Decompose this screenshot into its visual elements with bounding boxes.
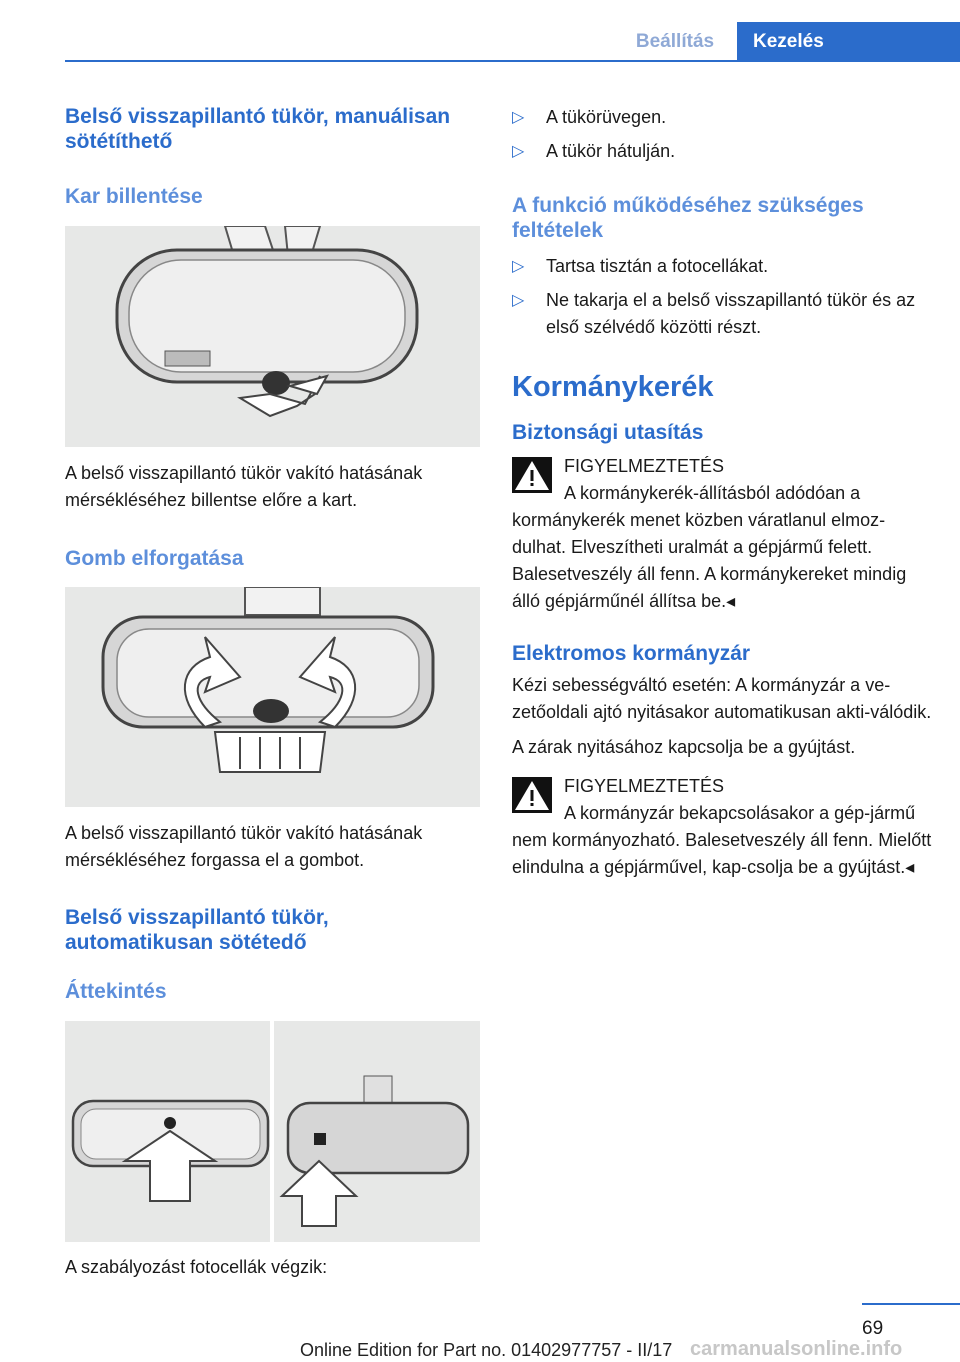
- header-rule: [65, 60, 960, 62]
- list-item: ▷ A tükör hátulján.: [512, 138, 932, 165]
- requirements-list: [512, 253, 932, 341]
- subsection-steering-lock: Elektromos kormányzár: [512, 642, 751, 665]
- subsection-lever: Kar billentése: [65, 185, 203, 208]
- warning-title: FIGYELMEZTETÉS: [564, 456, 725, 476]
- chapter-title-steering-wheel: Kormánykerék: [512, 371, 714, 403]
- section-title-manual-mirror: Belső visszapillantó tükör, manuálisan sötétíthető: [65, 105, 451, 153]
- paragraph-photocells: A szabályozást fotocellák végzik:: [65, 1257, 328, 1277]
- subsection-safety: Biztonsági utasítás: [512, 421, 704, 444]
- tab-kezeles[interactable]: Kezelés: [737, 22, 960, 62]
- watermark: carmanualsonline.info: [690, 1338, 903, 1360]
- paragraph-ignition: A zárak nyitásához kapcsolja be a gyújtást.: [512, 737, 856, 757]
- tab-beallitas[interactable]: Beállítás: [635, 31, 715, 52]
- subsection-overview: Áttekintés: [65, 980, 167, 1003]
- warning-text: A kormánykerék-állításból adódóan a kormánykerék menet közben váratlanul elmoz-dulhat. Elveszítheti uralmát a gépjármű felett. Balesetveszély áll fenn. A kormánykereket mindig álló gépjárműnél állítsa be.◂: [512, 483, 907, 611]
- page-number: 69: [862, 1318, 884, 1339]
- triangle-bullet-icon: ▷: [512, 258, 525, 275]
- list-item: ▷ Ne takarja el a belső visszapillantó tükör és az első szélvédő közötti részt.: [512, 287, 932, 341]
- footer-rule: [862, 1303, 960, 1305]
- mirror-knob-illustration: [65, 587, 480, 807]
- right-column: [512, 104, 932, 881]
- warning-title: FIGYELMEZTETÉS: [564, 776, 725, 796]
- mirror-front-view: [65, 1021, 270, 1242]
- photocell-illustration: [65, 1021, 480, 1242]
- warning-triangle-icon: [512, 777, 552, 813]
- warning-box-2: [512, 773, 932, 881]
- paragraph-steering-lock: Kézi sebességváltó esetén: A kormányzár a ve-zetőoldali ajtó nyitásakor automatikusan akti-válódik.: [512, 675, 932, 722]
- paragraph-knob: A belső visszapillantó tükör vakító hatásának mérsékléséhez forgassa el a gombot.: [65, 823, 423, 870]
- section-title-auto-mirror: Belső visszapillantó tükör, automatikusan sötétedő: [65, 906, 329, 954]
- left-column: [65, 104, 480, 1281]
- warning-triangle-icon: [512, 457, 552, 493]
- paragraph-lever: A belső visszapillantó tükör vakító hatásának mérsékléséhez billentse előre a kart.: [65, 463, 423, 510]
- mirror-rear-view: [274, 1021, 480, 1242]
- subsection-knob: Gomb elforgatása: [65, 547, 244, 570]
- subsection-requirements: A funkció működéséhez szükséges feltételek: [512, 194, 864, 242]
- photocell-location-list: [512, 104, 932, 165]
- list-item: ▷ A tükörüvegen.: [512, 104, 932, 131]
- mirror-lever-illustration: [65, 226, 480, 447]
- triangle-bullet-icon: ▷: [512, 143, 525, 160]
- warning-box-1: [512, 453, 932, 615]
- list-item: ▷ Tartsa tisztán a fotocellákat.: [512, 253, 932, 280]
- warning-text: A kormányzár bekapcsolásakor a gép-jármű nem kormányozható. Balesetveszély áll fenn. Mielőtt elindulna a gépjárművel, kap-csolja be a gyújtást.◂: [512, 803, 932, 877]
- edition-note: Online Edition for Part no. 01402977757 - II/17: [300, 1340, 673, 1360]
- triangle-bullet-icon: ▷: [512, 109, 525, 126]
- triangle-bullet-icon: ▷: [512, 292, 525, 309]
